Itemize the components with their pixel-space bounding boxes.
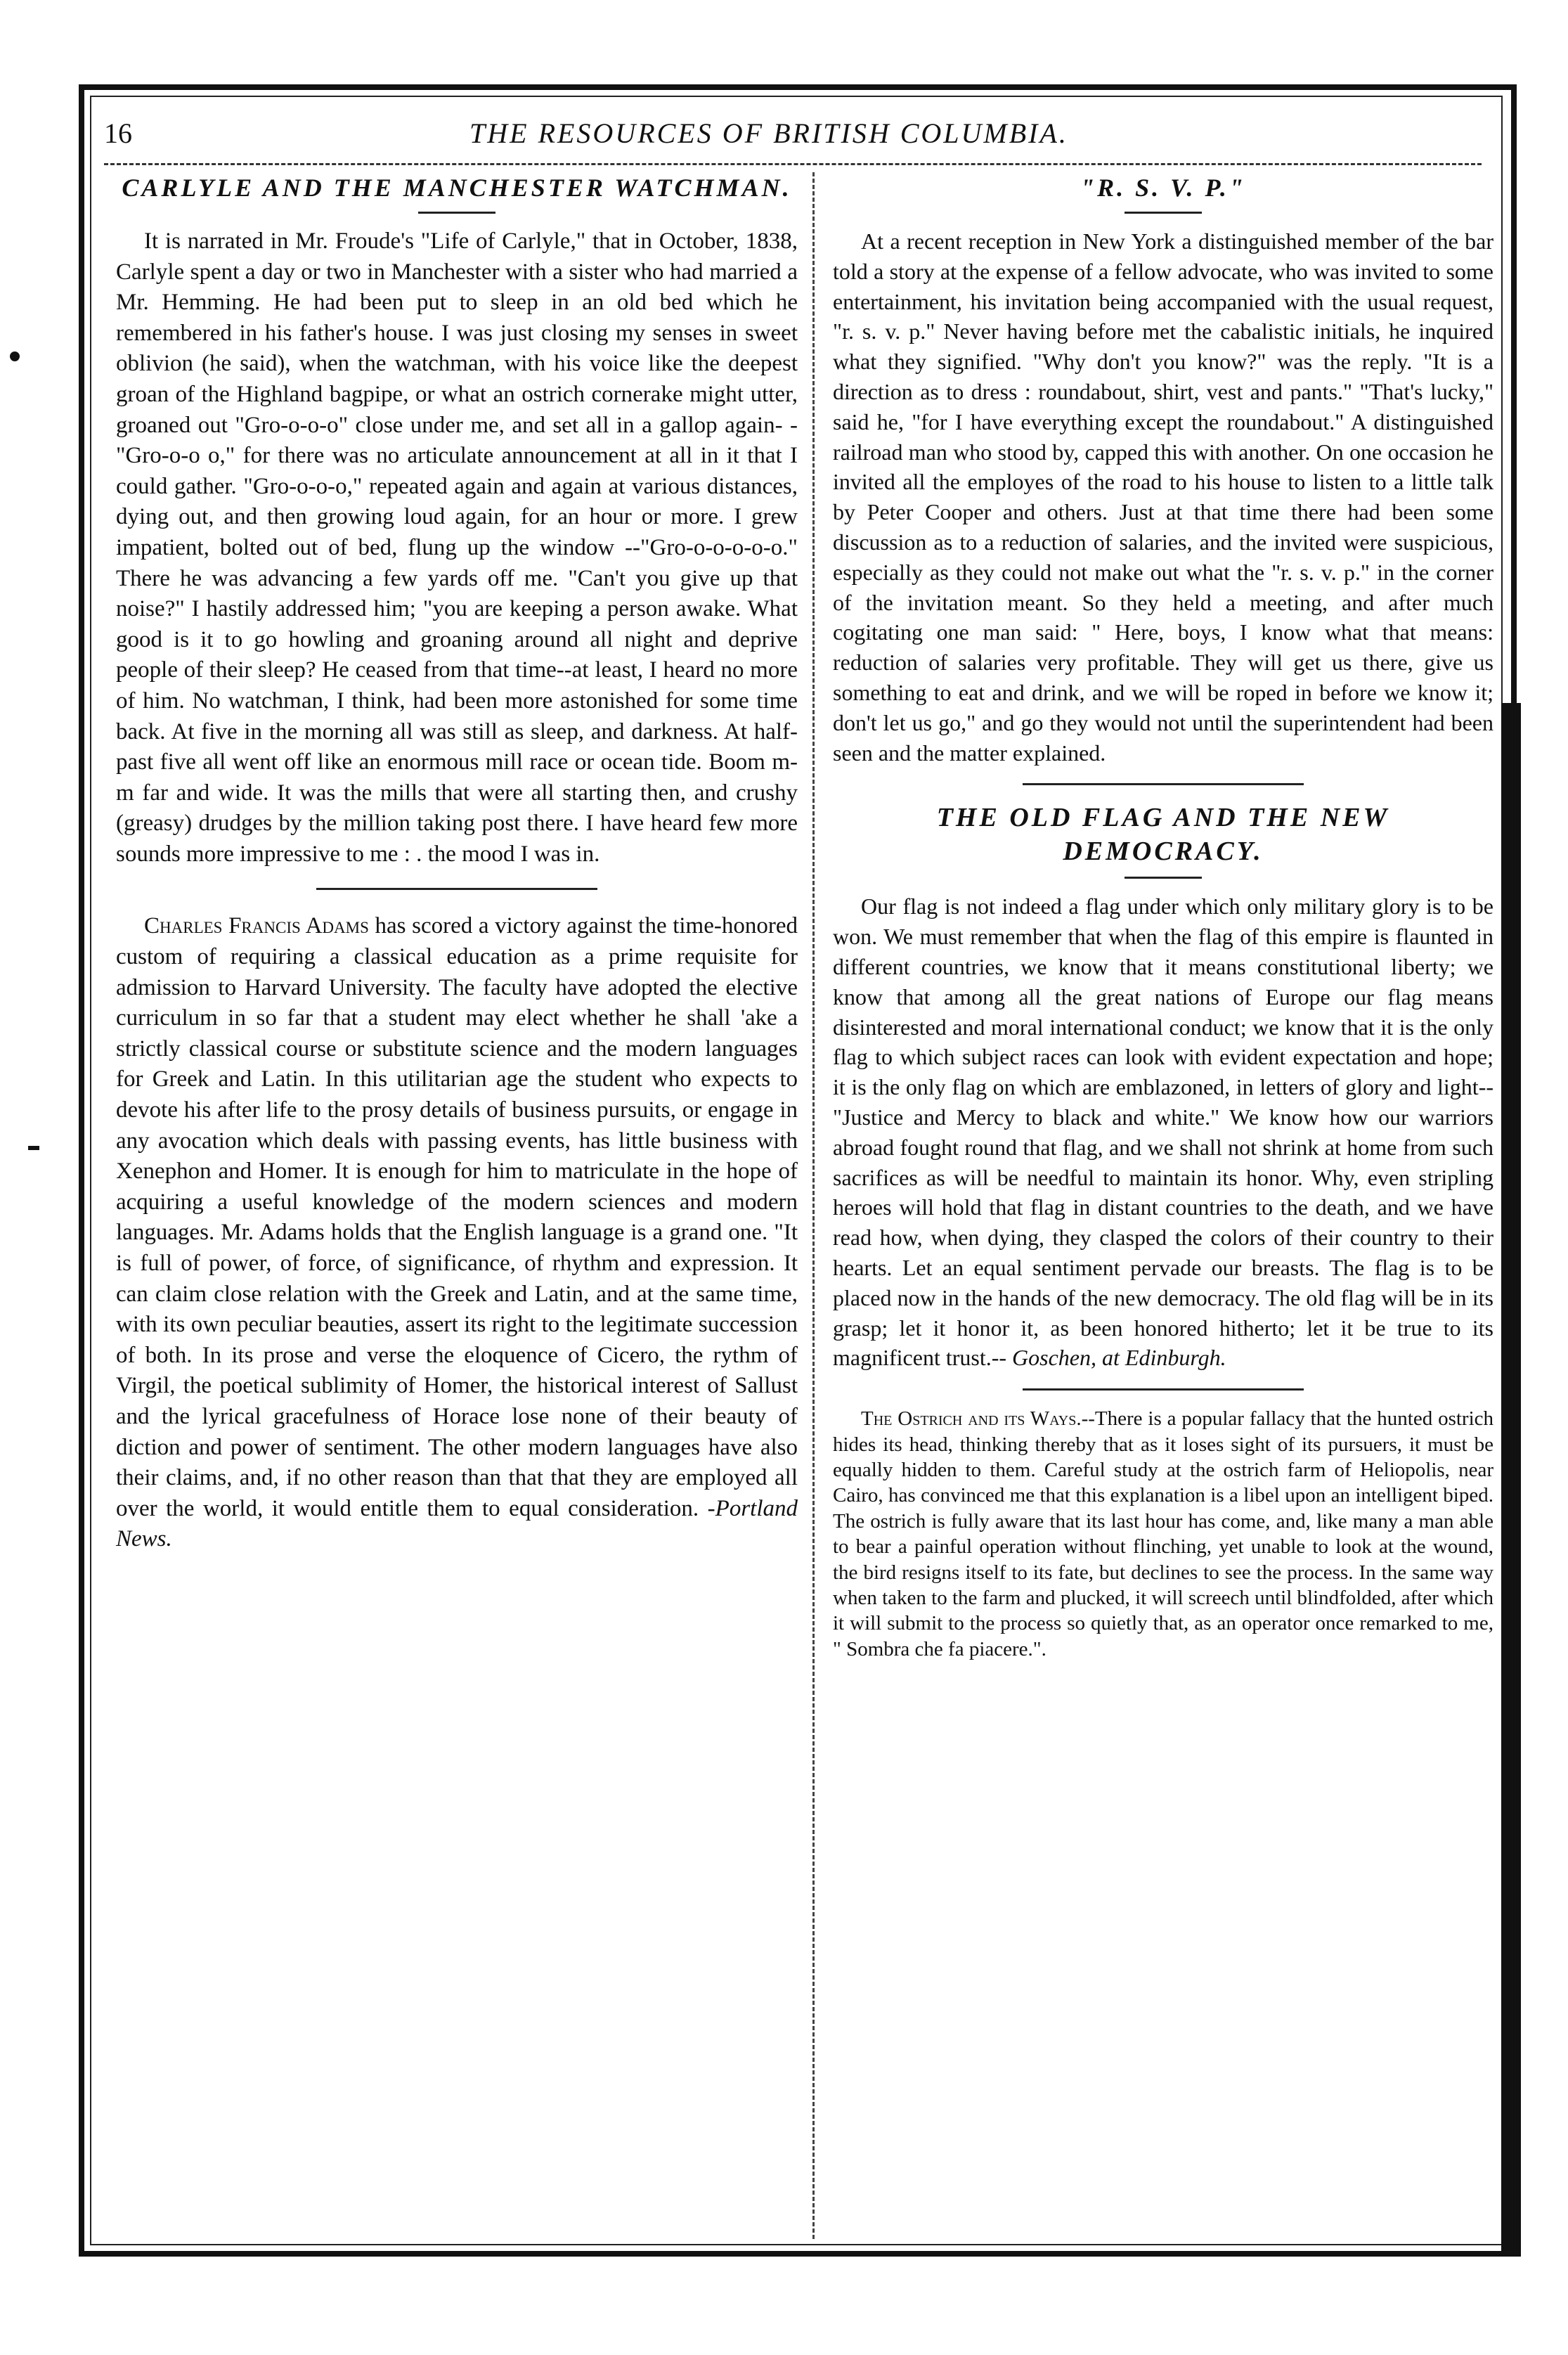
- article-text: has scored a victory against the time-honored custom of requiring a classical education as a prime requisite for admission to Harvard University. The faculty have adopted the elective curriculum in so far that a student may elect whether he shall 'ake a strictly classical course or substitute science and the modern languages for Greek and Latin. In this utilitarian age the student who expects to devote his after life to the prosy details of business pursuits, or engage in any avocation which deals with passing events, has little business with Xenephon and Homer. It is enough for him to matriculate in the hope of acquiring a useful knowledge of the modern sciences and modern languages. Mr. Adams holds that the English language is a grand one. "It is full of power, of force, of significance, of rhythm and expression. It can claim close relation with the Greek and Latin, and at the same time, with its own peculiar beauties, assert its right to the legitimate succession of both. In its prose and verse the eloquence of Cicero, the rythm of Virgil, the poetical sublimity of Homer, the historical interest of Sallust and the lyrical gracefulness of Horace lose none of their beauty of diction and power of sentiment. The other modern languages have also their claims, and, if no other reason than that that they are employed all over the world, it would entitle them to equal consideration.: [116, 913, 798, 1521]
- article-text: Our flag is not indeed a flag under which only military glory is to be won. We must remember that when the flag of this empire is flaunted in different countries, we know that it means constitutional liberty; we know that among all the great nations of Europe our flag means disinterested and moral international conduct; we know that it is the only flag to which subject races can look with evident expectation and hope; it is the only flag on which are emblazoned, in letters of glory and light--"Justice and Mercy to black and white." We know how our warriors abroad fought round that flag, and we shall not shrink at home from such sacrifices as will be needful to maintain its honor. Why, even stripling heroes will hold that flag in distant countries to the death, and we have read how, when dying, they clasped the colors of their country to their hearts. Let an equal sentiment pervade our breasts. The flag is to be placed now in the hands of the new democracy. The old flag will be in its grasp; let it honor it, as been honored hitherto; let it be true to its magnificent trust.: [833, 893, 1494, 1371]
- header-rule: [104, 163, 1482, 165]
- margin-dot: [10, 351, 20, 361]
- article-body: [833, 1406, 1494, 1662]
- article-lead: Charles Francis Adams: [144, 913, 369, 939]
- article-body: [116, 911, 798, 1554]
- article-carlyle: [116, 172, 798, 870]
- section-rule: [1023, 1388, 1304, 1391]
- article-source: -Portland News.: [116, 1495, 798, 1552]
- section-rule: [1023, 783, 1304, 785]
- article-lead: The Ostrich and its Ways.: [861, 1407, 1082, 1431]
- article-body: At a recent reception in New York a distinguished member of the bar told a story at the expense of a fellow advocate, who was invited to some entertainment, his invitation being accompanied with the usual request, "r. s. v. p." Never having before met the cabalistic initials, he inquired what they signified. "Why don't you know?" was the reply. "It is a direction as to dress : roundabout, shirt, vest and pants." "That's lucky," said he, "for I have everything except the roundabout." A distinguished railroad man who stood by, capped this with another. On one occasion he invited all the employes of the road to his house to listen to a little talk by Peter Cooper and others. Just at that time there had been some discussion as to a reduction of salaries, and the invited were suspicious, especially as they could not make out what the "r. s. v. p." in the corner of the invitation meant. So they held a meeting, and after much cogitating one man said: " Here, boys, I know what that means: reduction of salaries very profitable. They will get us there, give us something to eat and drink, and we will be roped in before we know it; don't let us go," and go they would not until the superintendent had been seen and the matter explained.: [833, 228, 1494, 766]
- title-rule: [1125, 877, 1202, 879]
- page-header: [104, 112, 1482, 162]
- article-flag: [833, 801, 1494, 1373]
- page-edge-shadow: [1501, 703, 1521, 2257]
- article-text: --There is a popular fallacy that the hunted ostrich hides its head, thinking thereby that as it loses sight of its pursuers, it must be equally hidden to them. Careful study at the ostrich farm of Heliopolis, near Cairo, has convinced me that this explanation is a libel upon an intelligent biped. The ostrich is fully aware that its last hour has come, and, like many a man able to bear a painful operation without flinching, yet unable to look at the wound, the bird resigns itself to its fate, but declines to see the process. In the same way when taken to the farm and plucked, it will screech until blindfolded, after which it will submit to the process so quietly that, as an operator once remarked to me, " Sombra che fa piacere.".: [833, 1407, 1494, 1660]
- right-column: [833, 172, 1494, 1662]
- page-number: 16: [104, 117, 132, 149]
- article-adams: [116, 911, 798, 1554]
- article-body: It is narrated in Mr. Froude's "Life of Carlyle," that in October, 1838, Carlyle spent a day or two in Manchester with a sister who had married a Mr. Hemming. He had been put to sleep in an old bed which he remembered in his father's house. I was just closing my senses in sweet oblivion (he said), when the watchman, with his voice like the deepest groan of the Highland bagpipe, or what an ostrich cornerake might utter, groaned out "Gro-o-o-o" close under me, and set all in a gallop again- -"Gro-o-o o," for there was no articulate announcement at all in it that I could gather. "Gro-o-o-o," repeated again and again at various distances, dying out, and then growing loud again, for an hour or more. I grew impatient, bolted out of bed, flung up the window --"Gro-o-o-o-o-o." There he was advancing a few yards off me. "Can't you give up that noise?" I hastily addressed him; "you are keeping a person awake. What good is it to go howling and groaning around all night and deprive people of their sleep? He ceased from that time--at least, I heard no more of him. No watchman, I think, had been more astonished for some time back. At five in the morning all was still as sleep, and darkness. At half-past five all went off like an enormous mill race or ocean tide. Boom m-m far and wide. It was the mills that were all starting then, and crushy (greasy) drudges by the million taking post there. I have heard few more sounds more impressive to me : . the mood I was in.: [116, 228, 798, 867]
- left-column: [116, 172, 798, 1555]
- title-rule: [1125, 212, 1202, 214]
- running-title: THE RESOURCES OF BRITISH COLUMBIA.: [469, 117, 1068, 149]
- article-rsvp: [833, 172, 1494, 768]
- article-ostrich: [833, 1406, 1494, 1662]
- article-body: [833, 891, 1494, 1373]
- title-rule: [418, 212, 495, 214]
- article-source: -- Goschen, at Edinburgh.: [991, 1345, 1226, 1371]
- article-title: THE OLD FLAG AND THE NEW DEMOCRACY.: [936, 803, 1390, 867]
- column-divider: [812, 172, 815, 2239]
- margin-mark: [28, 1146, 39, 1150]
- article-title: "R. S. V. P.": [1080, 174, 1246, 202]
- section-rule: [316, 888, 597, 890]
- article-title: CARLYLE AND THE MANCHESTER WATCHMAN.: [122, 174, 792, 202]
